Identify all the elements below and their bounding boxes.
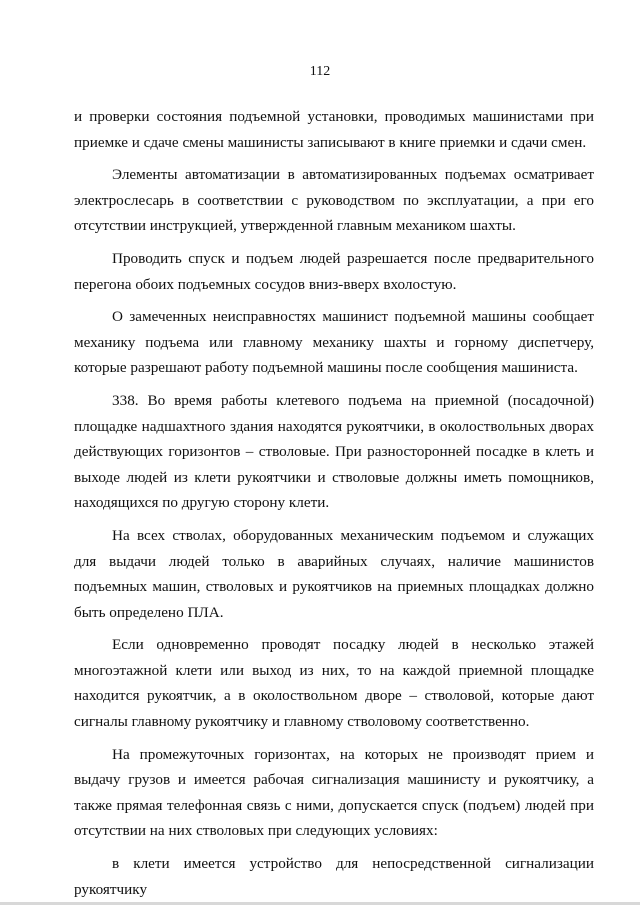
paragraph-4: О замеченных неисправностях машинист подъемной машины сообщает механику подъема или главному механику шахты и горному диспетчеру, которые разрешают работу подъемной машины после сообщения машиниста. — [74, 308, 594, 377]
paragraph-8: На промежуточных горизонтах, на которых не производят прием и выдачу грузов и имеется рабочая сигнализация машинисту и рукоятчику, а также прямая телефонная связь с ними, допускается спуск (подъем) людей при отсутствии на них стволовых при следующих условиях: — [74, 745, 594, 840]
paragraph-3: Проводить спуск и подъем людей разрешается после предварительного перегона обоих подъемных сосудов вниз-вверх вхолостую. — [74, 249, 594, 293]
paragraph-2: Элементы автоматизации в автоматизированных подъемах осматривает электрослесарь в соответствии с руководством по эксплуатации, а при его отсутствии инструкцией, утвержденной главным механиком шахты. — [74, 166, 594, 235]
paragraph-5: 338. Во время работы клетевого подъема на приемной (посадочной) площадке надшахтного здания находятся рукоятчики, в околоствольных дворах действующих горизонтов – стволовые. При разносторонней посадке в клеть и выходе людей из клети рукоятчики и стволовые должны иметь помощников, находящихся по другую сторону клети. — [74, 391, 594, 512]
paragraph-1: и проверки состояния подъемной установки, проводимых машинистами при приемке и сдаче смены машинисты записывают в книге приемки и сдачи смен. — [74, 108, 594, 151]
paragraph-6: На всех стволах, оборудованных механическим подъемом и служащих для выдачи людей только в аварийных случаях, наличие машинистов подъемных машин, стволовых и рукоятчиков на приемных площадках должно быть определено ПЛА. — [74, 526, 594, 621]
document-body — [74, 104, 594, 902]
page-number: 112 — [309, 64, 331, 79]
paragraph-7: Если одновременно проводят посадку людей в несколько этажей многоэтажной клети или выход из них, то на каждой приемной площадке находится рукоятчик, а в околоствольном дворе – стволовой, которые дают сигналы главному рукоятчику и главному стволовому соответственно. — [74, 636, 594, 731]
paragraph-9: в клети имеется устройство для непосредственной сигнализации рукоятчику — [74, 855, 594, 898]
